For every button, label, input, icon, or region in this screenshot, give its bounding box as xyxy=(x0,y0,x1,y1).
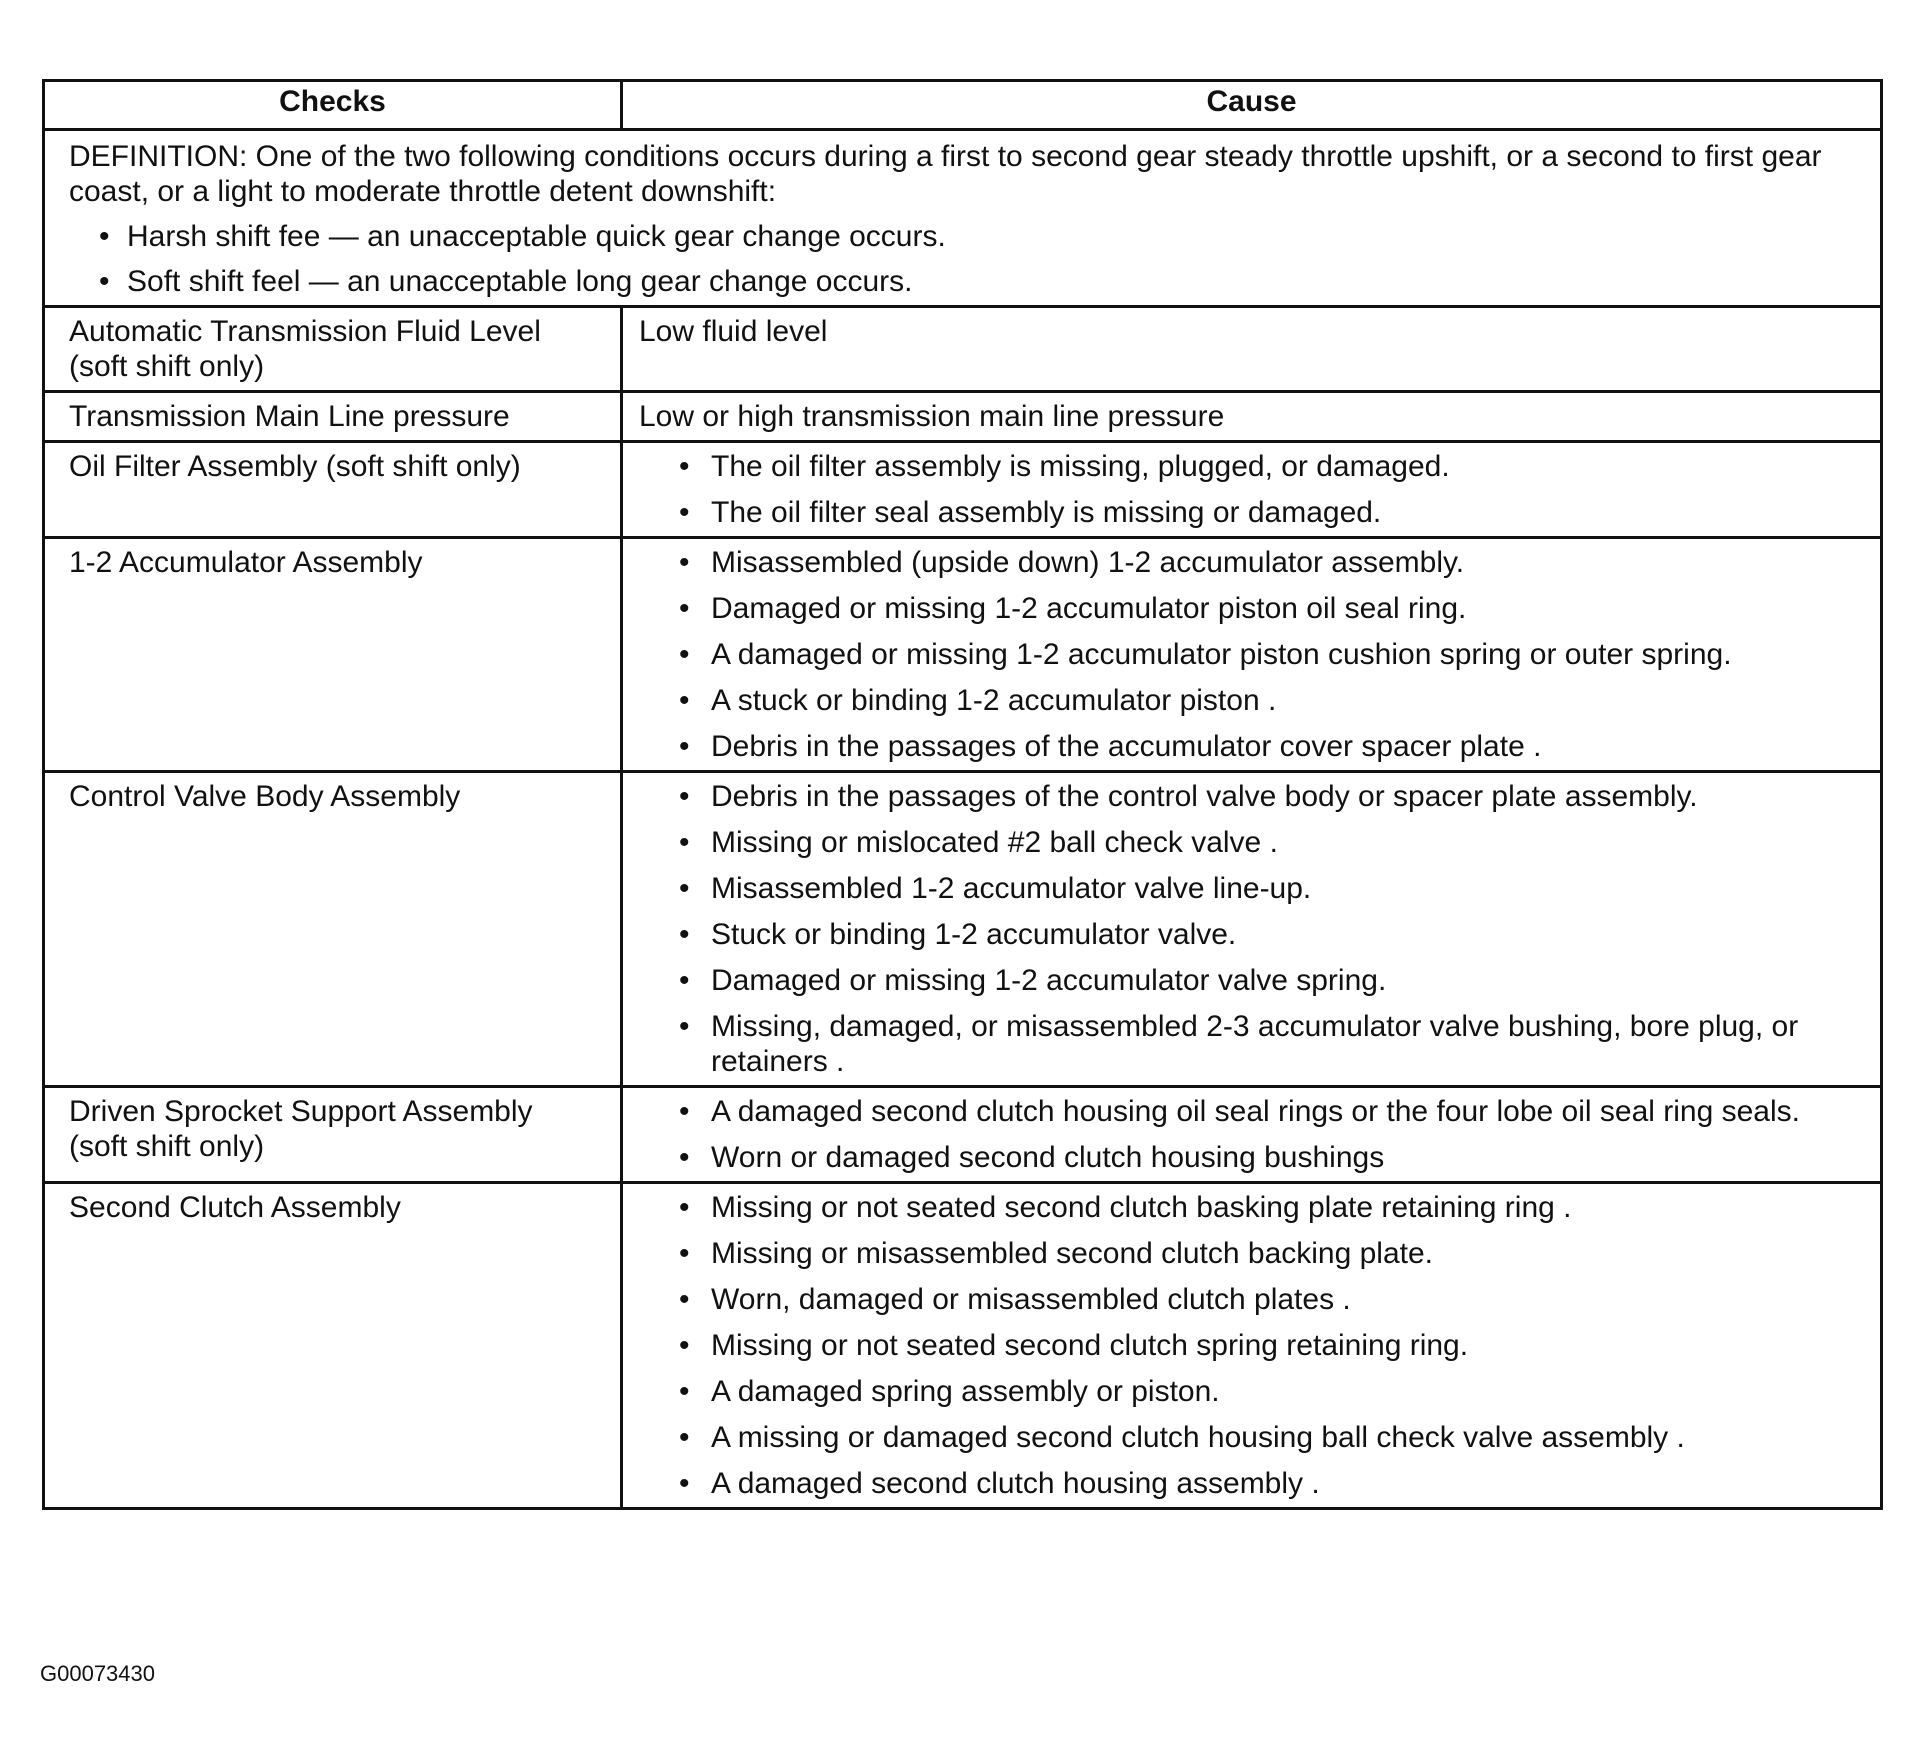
bullet-icon: • xyxy=(679,780,690,813)
list-item: • Misassembled (upside down) 1-2 accumulator assembly. xyxy=(679,546,1465,579)
list-item: • A damaged second clutch housing oil seal rings or the four lobe oil seal ring seals. xyxy=(679,1095,1800,1128)
check-cell: Driven Sprocket Support Assembly (soft shift only) xyxy=(44,1087,622,1183)
table-row xyxy=(44,392,1882,442)
list-item: • A damaged second clutch housing assembly . xyxy=(679,1467,1320,1500)
cause-cell xyxy=(622,1183,1882,1509)
cause-list xyxy=(639,779,1856,1079)
bullet-icon: • xyxy=(679,684,690,717)
bullet-icon: • xyxy=(679,1141,690,1174)
list-item: • Debris in the passages of the accumulator cover spacer plate . xyxy=(679,730,1542,763)
cause-cell xyxy=(622,538,1882,772)
bullet-icon: • xyxy=(679,1329,690,1362)
list-item: • The oil filter assembly is missing, plugged, or damaged. xyxy=(679,450,1450,483)
list-item: • A damaged spring assembly or piston. xyxy=(679,1375,1220,1408)
check-cell: Automatic Transmission Fluid Level (soft shift only) xyxy=(44,307,622,392)
table-row xyxy=(44,538,1882,772)
cause-cell xyxy=(622,772,1882,1087)
table-row xyxy=(44,442,1882,538)
bullet-icon: • xyxy=(679,450,690,483)
bullet-icon: • xyxy=(679,1191,690,1224)
bullet-icon: • xyxy=(679,546,690,579)
definition-row xyxy=(44,130,1882,307)
check-cell: Second Clutch Assembly xyxy=(44,1183,622,1509)
list-item: • A stuck or binding 1-2 accumulator piston . xyxy=(679,684,1277,717)
list-item: • Missing or misassembled second clutch backing plate. xyxy=(679,1237,1434,1270)
list-item: • Missing or not seated second clutch basking plate retaining ring . xyxy=(679,1191,1572,1224)
cause-list xyxy=(639,1190,1856,1501)
definition-cell xyxy=(44,130,1882,307)
diagnostic-table xyxy=(42,79,1883,1510)
list-item: • Worn or damaged second clutch housing bushings xyxy=(679,1141,1385,1174)
definition-text: DEFINITION: One of the two following conditions occurs during a first to second gear steady throttle upshift, or a second to first gear coast, or a light to moderate throttle detent downshift: xyxy=(69,140,1822,208)
table-row xyxy=(44,1087,1882,1183)
list-item: • A missing or damaged second clutch housing ball check valve assembly . xyxy=(679,1421,1685,1454)
bullet-icon: • xyxy=(679,638,690,671)
list-item: • Stuck or binding 1-2 accumulator valve. xyxy=(679,918,1237,951)
bullet-icon: • xyxy=(679,1237,690,1270)
bullet-icon: • xyxy=(679,592,690,625)
cause-list xyxy=(639,449,1856,530)
bullet-icon: • xyxy=(679,872,690,905)
bullet-icon: • xyxy=(679,1421,690,1454)
definition-bullets xyxy=(69,219,1856,299)
list-item: • Missing, damaged, or misassembled 2-3 accumulator valve bushing, bore plug, or retainers . xyxy=(679,1010,1799,1078)
bullet-icon: • xyxy=(679,1375,690,1408)
list-item: • A damaged or missing 1-2 accumulator piston cushion spring or outer spring. xyxy=(679,638,1732,671)
cause-cell xyxy=(622,442,1882,538)
list-item: • Missing or mislocated #2 ball check valve . xyxy=(679,826,1278,859)
list-item: • Debris in the passages of the control valve body or spacer plate assembly. xyxy=(679,780,1698,813)
check-cell: Control Valve Body Assembly xyxy=(44,772,622,1087)
definition-bullet: • Harsh shift fee — an unacceptable quick gear change occurs. xyxy=(99,220,946,253)
list-item: • Worn, damaged or misassembled clutch plates . xyxy=(679,1283,1351,1316)
check-cell: 1-2 Accumulator Assembly xyxy=(44,538,622,772)
document-id: G00073430 xyxy=(40,1661,155,1686)
list-item: • Missing or not seated second clutch spring retaining ring. xyxy=(679,1329,1469,1362)
check-cell: Transmission Main Line pressure xyxy=(44,392,622,442)
bullet-icon: • xyxy=(99,220,110,253)
cause-list xyxy=(639,1094,1856,1175)
list-item: • The oil filter seal assembly is missing or damaged. xyxy=(679,496,1382,529)
cause-cell: Low fluid level xyxy=(622,307,1882,392)
bullet-icon: • xyxy=(679,1283,690,1316)
check-cell: Oil Filter Assembly (soft shift only) xyxy=(44,442,622,538)
checks-header: Checks xyxy=(44,81,622,130)
cause-list xyxy=(639,545,1856,764)
list-item: • Misassembled 1-2 accumulator valve line-up. xyxy=(679,872,1312,905)
bullet-icon: • xyxy=(679,730,690,763)
cause-cell: Low or high transmission main line pressure xyxy=(622,392,1882,442)
bullet-icon: • xyxy=(679,1010,690,1043)
definition-bullet: • Soft shift feel — an unacceptable long gear change occurs. xyxy=(99,265,913,298)
table-row xyxy=(44,772,1882,1087)
header-row xyxy=(44,81,1882,130)
list-item: • Damaged or missing 1-2 accumulator valve spring. xyxy=(679,964,1387,997)
table-row xyxy=(44,307,1882,392)
list-item: • Damaged or missing 1-2 accumulator piston oil seal ring. xyxy=(679,592,1467,625)
cause-cell xyxy=(622,1087,1882,1183)
bullet-icon: • xyxy=(679,1467,690,1500)
bullet-icon: • xyxy=(679,496,690,529)
cause-header: Cause xyxy=(622,81,1882,130)
bullet-icon: • xyxy=(679,1095,690,1128)
bullet-icon: • xyxy=(679,918,690,951)
bullet-icon: • xyxy=(679,826,690,859)
bullet-icon: • xyxy=(679,964,690,997)
table-row xyxy=(44,1183,1882,1509)
bullet-icon: • xyxy=(99,265,110,298)
